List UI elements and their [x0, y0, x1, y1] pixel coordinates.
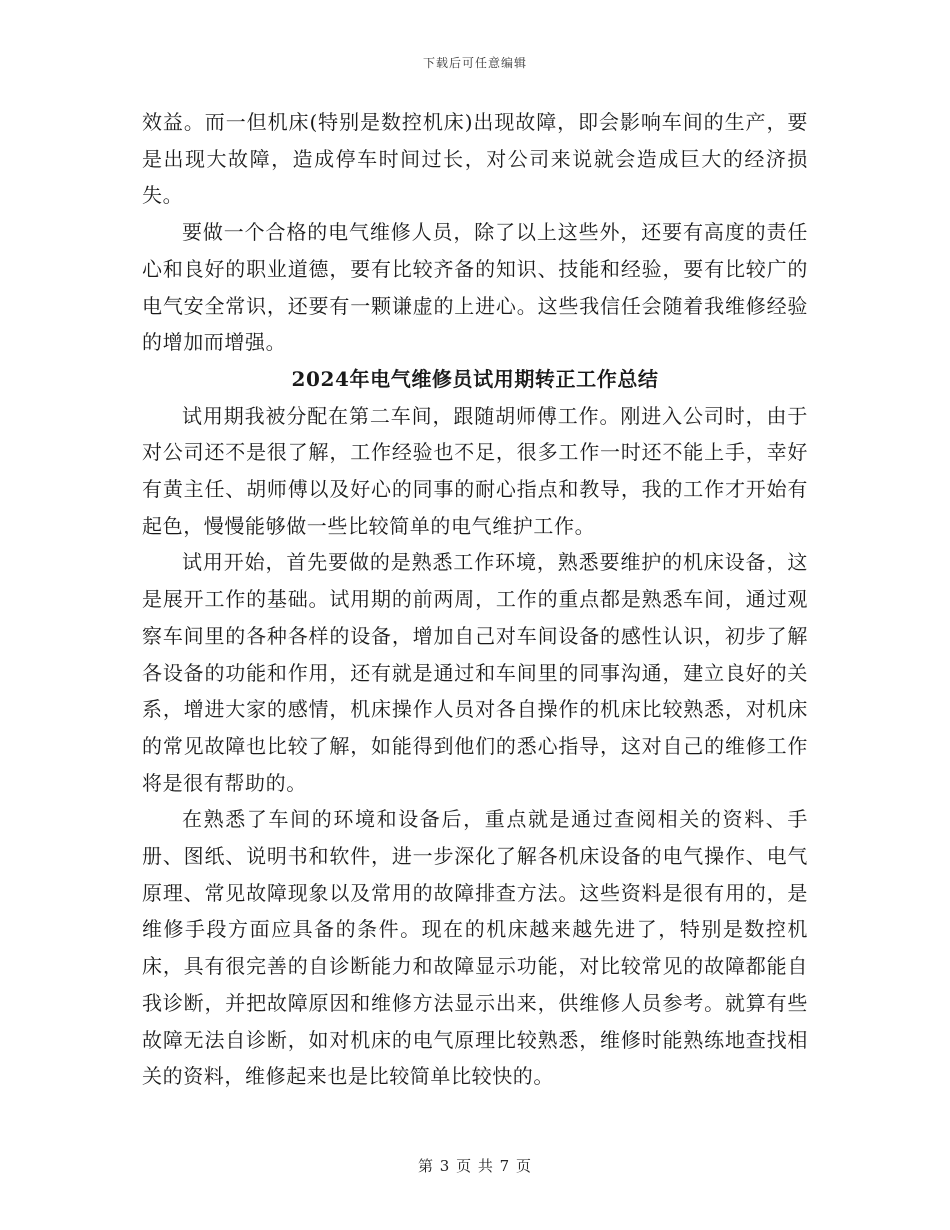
paragraph-assignment: 试用期我被分配在第二车间，跟随胡师傅工作。刚进入公司时，由于对公司还不是很了解，工作经验也不足，很多工作一时还不能上手，幸好有黄主任、胡师傅以及好心的同事的耐心指点和教导，我的工作才开始有起色，慢慢能够做一些比较简单的电气维护工作。 — [142, 403, 808, 538]
paragraph-continuation: 效益。而一但机床(特别是数控机床)出现故障，即会影响车间的生产，要是出现大故障，造成停车时间过长，对公司来说就会造成巨大的经济损失。 — [142, 110, 808, 208]
paragraph-requirements: 要做一个合格的电气维修人员，除了以上这些外，还要有高度的责任心和良好的职业道德，要有比较齐备的知识、技能和经验，要有比较广的电气安全常识，还要有一颗谦虚的上进心。这些我信任会随着我维修经验的增加而增强。 — [142, 220, 808, 355]
document-body — [142, 104, 808, 1095]
paragraph-study: 在熟悉了车间的环境和设备后，重点就是通过查阅相关的资料、手册、图纸、说明书和软件，进一步深化了解各机床设备的电气操作、电气原理、常见故障现象以及常用的故障排查方法。这些资料是很有用的，是维修手段方面应具备的条件。现在的机床越来越先进了，特别是数控机床，具有很完善的自诊断能力和故障显示功能，对比较常见的故障都能自我诊断，并把故障原因和维修方法显示出来，供维修人员参考。就算有些故障无法自诊断，如对机床的电气原理比较熟悉，维修时能熟练地查找相关的资料，维修起来也是比较简单比较快的。 — [142, 807, 808, 1089]
paragraph-familiarization: 试用开始，首先要做的是熟悉工作环境，熟悉要维护的机床设备，这是展开工作的基础。试用期的前两周，工作的重点都是熟悉车间，通过观察车间里的各种各样的设备，增加自己对车间设备的感性认识，初步了解各设备的功能和作用，还有就是通过和车间里的同事沟通，建立良好的关系，增进大家的感情，机床操作人员对各自操作的机床比较熟悉，对机床的常见故障也比较了解，如能得到他们的悉心指导，这对自己的维修工作将是很有帮助的。 — [142, 550, 808, 795]
page-header: 下载后可任意编辑 — [422, 56, 527, 70]
section-title: 2024年电气维修员试用期转正工作总结 — [291, 366, 659, 391]
page-number: 第 3 页 共 7 页 — [418, 1157, 532, 1175]
